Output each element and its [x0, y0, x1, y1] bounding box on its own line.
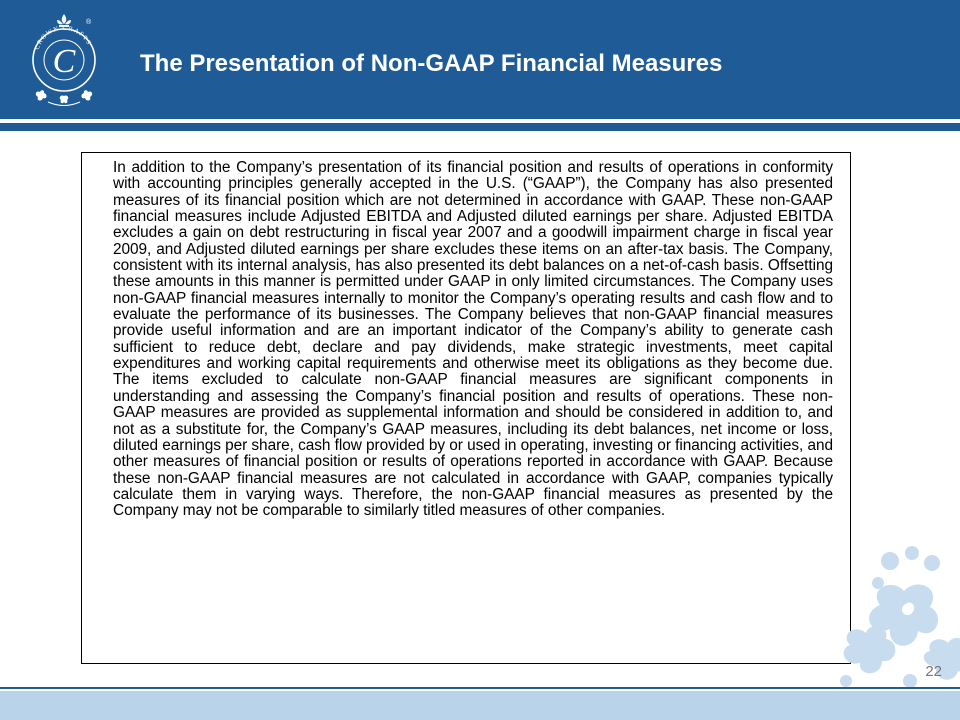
slide-title: The Presentation of Non-GAAP Financial Measures — [140, 50, 723, 77]
logo-mark: C — [52, 43, 76, 80]
registered-mark: ® — [86, 19, 92, 26]
logo-text: CROWN CRAFTS — [33, 24, 93, 51]
body-paragraph: In addition to the Company’s presentation of its financial position and results of operations in conformity with accounting principles generally accepted in the U.S. (“GAAP”), the Company has also presented measures of its financial position which are not determined in accordance with GAAP. These non-GAAP financial measures include Adjusted EBITDA and Adjusted diluted earnings per share. Adjusted EBITDA excludes a gain on debt restructuring in fiscal year 2007 and a goodwill impairment charge in fiscal year 2009, and Adjusted diluted earnings per share excludes these items on an after-tax basis. The Company, consistent with its internal analysis, has also presented its debt balances on a net-of-cash basis. Offsetting these amounts in this manner is permitted under GAAP in only limited circumstances. The Company uses non-GAAP financial measures internally to monitor the Company’s operating results and cash flow and to evaluate the performance of its businesses. The Company believes that non-GAAP financial measures provide useful information and are an important indicator of the Company’s ability to generate cash sufficient to reduce debt, declare and pay dividends, make strategic investments, meet capital expenditures and working capital requirements and otherwise meet its obligations as they become due. The items excluded to calculate non-GAAP financial measures are significant components in understanding and assessing the Company’s financial position and results of operations. These non-GAAP measures are provided as supplemental information and should be considered in addition to, and not as a substitute for, the Company’s GAAP measures, including its debt balances, net income or loss, diluted earnings per share, cash flow provided by or used in operating, investing or financing activities, and other measures of financial position or results of operations reported in accordance with GAAP. Because these non-GAAP financial measures are not calculated in accordance with GAAP, companies typically calculate them in varying ways. Therefore, the non-GAAP financial measures as presented by the Company may not be comparable to similarly titled measures of other companies. — [113, 159, 833, 520]
page-number: 22 — [925, 663, 942, 680]
footer-line — [0, 687, 960, 689]
crown-crafts-logo-icon — [26, 12, 102, 108]
footer-band — [0, 691, 960, 720]
header-rule — [0, 123, 960, 131]
